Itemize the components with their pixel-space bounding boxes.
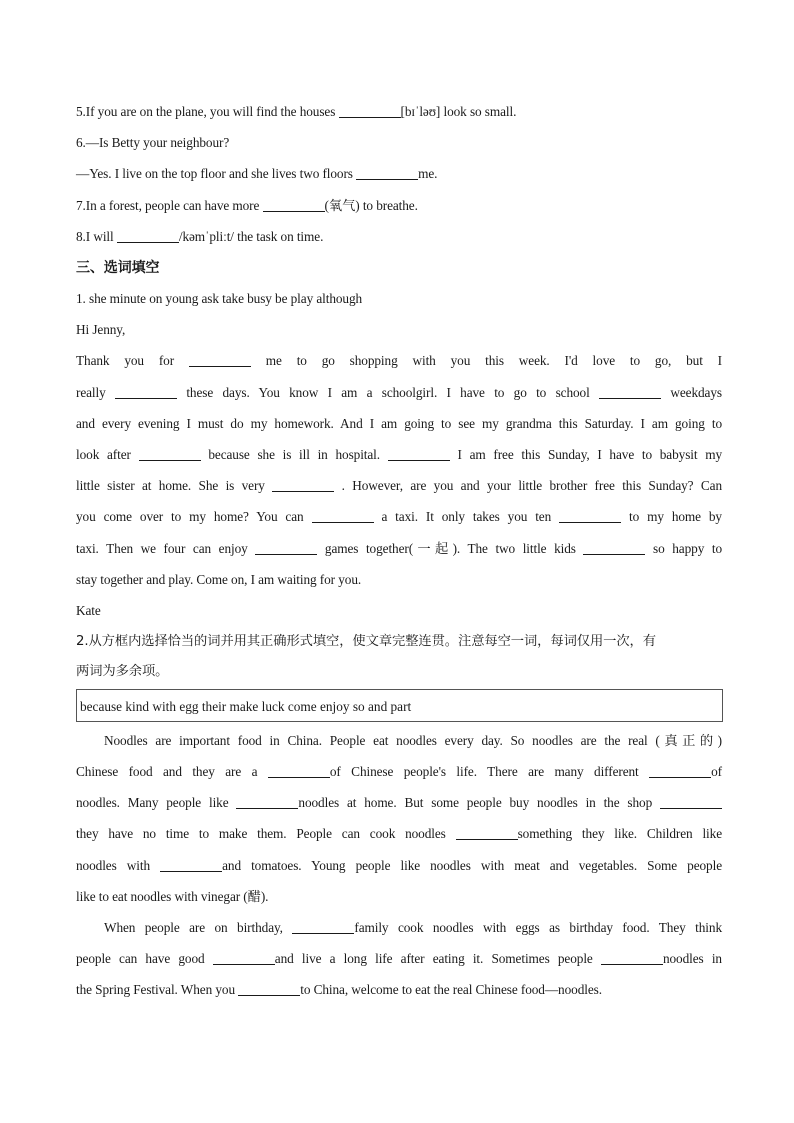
question-5 bbox=[76, 102, 722, 122]
answer-blank[interactable] bbox=[312, 508, 374, 523]
line-text: I am free this Sunday, I have to babysit my bbox=[449, 447, 723, 462]
letter-line bbox=[76, 507, 722, 527]
answer-blank[interactable] bbox=[117, 228, 179, 243]
letter-greeting: Hi Jenny, bbox=[76, 322, 126, 337]
line-text: of bbox=[711, 764, 722, 779]
line-text: people can have good bbox=[76, 951, 213, 966]
question-text: 7.In a forest, people can have more bbox=[76, 198, 263, 213]
letter-line: and every evening I must do my homework. And I am going to see my grandma this Saturday. I am going to bbox=[76, 416, 722, 431]
passage-line bbox=[76, 762, 722, 782]
word-box bbox=[76, 689, 723, 722]
question-text: —Yes. I live on the top floor and she lives two floors bbox=[76, 166, 357, 181]
line-text: look after bbox=[76, 447, 139, 462]
passage-line bbox=[76, 949, 722, 969]
answer-blank[interactable] bbox=[388, 446, 450, 461]
answer-blank[interactable] bbox=[263, 197, 325, 212]
answer-blank[interactable] bbox=[583, 540, 645, 555]
answer-blank[interactable] bbox=[456, 825, 518, 840]
passage-line bbox=[76, 856, 722, 876]
question-8 bbox=[76, 227, 722, 247]
answer-blank[interactable] bbox=[559, 508, 621, 523]
line-text: to China, welcome to eat the real Chinese food—noodles. bbox=[300, 982, 602, 997]
answer-blank[interactable] bbox=[601, 950, 663, 965]
letter-line: stay together and play. Come on, I am waiting for you. bbox=[76, 572, 362, 587]
answer-blank[interactable] bbox=[236, 794, 298, 809]
line-text: noodles with bbox=[76, 858, 161, 873]
answer-blank[interactable] bbox=[115, 384, 177, 399]
answer-blank[interactable] bbox=[649, 763, 711, 778]
answer-blank[interactable] bbox=[660, 794, 722, 809]
answer-blank[interactable] bbox=[599, 384, 661, 399]
line-text: you come over to my home? You can bbox=[76, 509, 312, 524]
line-text: of Chinese people's life. There are many different bbox=[329, 764, 650, 779]
letter-line bbox=[76, 445, 722, 465]
answer-blank[interactable] bbox=[292, 919, 354, 934]
line-text: the Spring Festival. When you bbox=[76, 982, 239, 997]
line-text: so happy to bbox=[645, 541, 722, 556]
line-text: because she is ill in hospital. bbox=[200, 447, 388, 462]
question-text: me. bbox=[418, 166, 438, 181]
question-text: /kəmˈpliːt/ the task on time. bbox=[178, 229, 324, 244]
letter-line bbox=[76, 476, 722, 496]
question-6-answer bbox=[76, 164, 722, 184]
line-text: and tomatoes. Young people like noodles with meat and vegetables. Some people bbox=[222, 858, 722, 873]
word-box-text: because kind with egg their make luck come enjoy so and part bbox=[80, 699, 412, 714]
answer-blank[interactable] bbox=[339, 103, 401, 118]
line-text: noodles at home. But some people buy noodles in the shop bbox=[298, 795, 661, 810]
question-6-prompt: 6.—Is Betty your neighbour? bbox=[76, 135, 230, 150]
letter-line bbox=[76, 351, 722, 371]
passage-line bbox=[76, 824, 722, 844]
line-text: noodles in bbox=[662, 951, 722, 966]
line-text: . However, are you and your little brother free this Sunday? Can bbox=[334, 478, 722, 493]
instruction-line: 2.从方框内选择恰当的词并用其正确形式填空，使文章完整连贯。注意每空一词，每词仅用一次，有 bbox=[76, 634, 656, 649]
answer-blank[interactable] bbox=[238, 981, 300, 996]
line-text: a taxi. It only takes you ten bbox=[373, 509, 560, 524]
line-text: weekdays bbox=[661, 385, 722, 400]
line-text: really bbox=[76, 385, 115, 400]
answer-blank[interactable] bbox=[213, 950, 275, 965]
line-text: something they like. Children like bbox=[517, 826, 722, 841]
answer-blank[interactable] bbox=[268, 763, 330, 778]
line-text: taxi. Then we four can enjoy bbox=[76, 541, 256, 556]
answer-blank[interactable] bbox=[356, 165, 418, 180]
question-text: 5.If you are on the plane, you will find the houses bbox=[76, 104, 339, 119]
answer-blank[interactable] bbox=[272, 477, 334, 492]
instruction-line: 两词为多余项。 bbox=[76, 664, 169, 679]
letter-signature: Kate bbox=[76, 603, 101, 618]
line-text: me to go shopping with you this week. I'd love to go, but I bbox=[250, 353, 722, 368]
section-3-heading: 三、选词填空 bbox=[76, 260, 160, 276]
line-text: games together(一起). The two little kids bbox=[317, 541, 584, 556]
line-text: little sister at home. She is very bbox=[76, 478, 273, 493]
word-bank-1: 1. she minute on young ask take busy be play although bbox=[76, 291, 363, 306]
answer-blank[interactable] bbox=[160, 857, 222, 872]
passage-line bbox=[104, 918, 722, 938]
letter-line bbox=[76, 383, 722, 403]
line-text: to my home by bbox=[621, 509, 722, 524]
passage-line: like to eat noodles with vinegar (醋). bbox=[76, 889, 269, 904]
line-text: Chinese food and they are a bbox=[76, 764, 268, 779]
question-text: 8.I will bbox=[76, 229, 117, 244]
question-7 bbox=[76, 196, 722, 216]
line-text: noodles. Many people like bbox=[76, 795, 237, 810]
answer-blank[interactable] bbox=[255, 540, 317, 555]
answer-blank[interactable] bbox=[189, 352, 251, 367]
passage-line bbox=[76, 793, 722, 813]
passage-line: Noodles are important food in China. People eat noodles every day. So noodles are the real (真正的) bbox=[104, 733, 722, 748]
question-text: [bɪˈləʊ] look so small. bbox=[400, 104, 517, 119]
line-text: and live a long life after eating it. Sometimes people bbox=[274, 951, 601, 966]
line-text: When people are on birthday, bbox=[104, 920, 293, 935]
line-text: they have no time to make them. People can cook noodles bbox=[76, 826, 456, 841]
answer-blank[interactable] bbox=[139, 446, 201, 461]
line-text: family cook noodles with eggs as birthday food. They think bbox=[354, 920, 722, 935]
line-text: Thank you for bbox=[76, 353, 189, 368]
question-text: (氧气) to breathe. bbox=[324, 198, 418, 213]
line-text: these days. You know I am a schoolgirl. I have to go to school bbox=[177, 385, 600, 400]
letter-line bbox=[76, 539, 722, 559]
passage-line bbox=[76, 980, 722, 1000]
